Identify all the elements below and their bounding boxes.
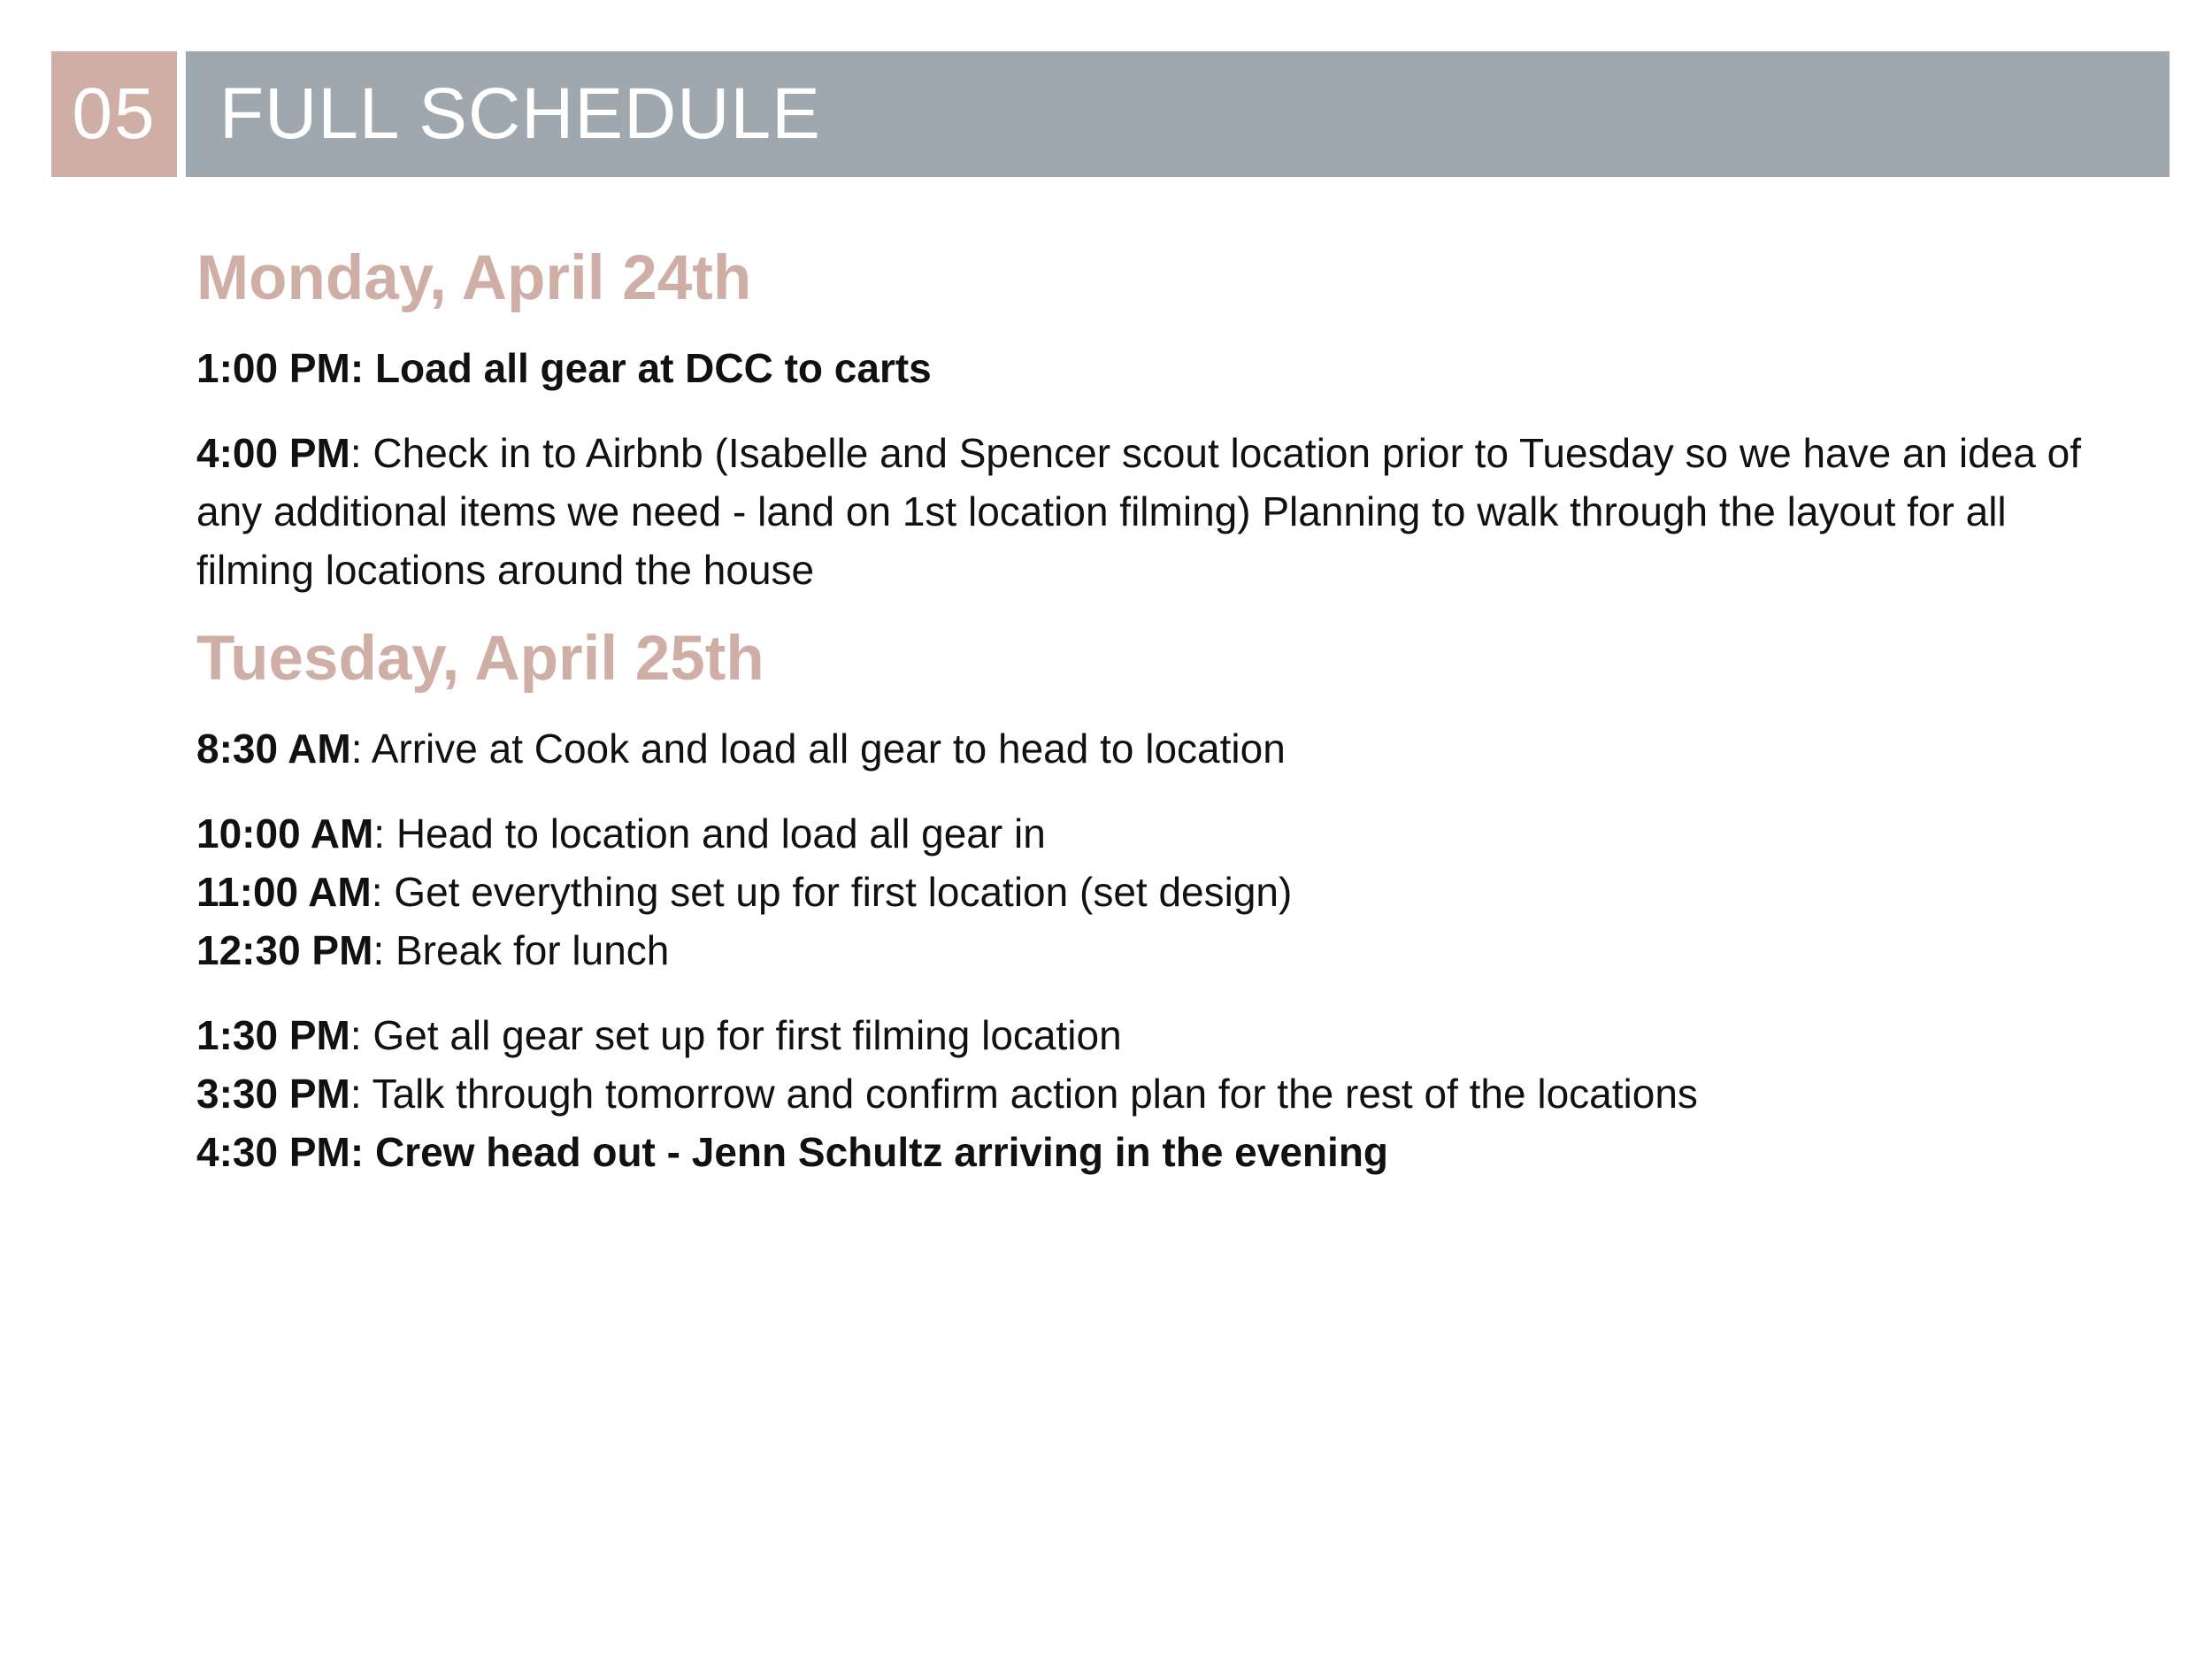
day-heading: Monday, April 24th bbox=[196, 243, 752, 313]
entry-time: 10:00 AM bbox=[196, 810, 374, 856]
entry-description: : Break for lunch bbox=[373, 927, 670, 973]
entry-description: : Get all gear set up for first filming location bbox=[349, 1012, 1122, 1058]
schedule-entry bbox=[196, 1123, 2099, 1181]
entry-time: 12:30 PM bbox=[196, 927, 373, 973]
schedule-group bbox=[196, 804, 2099, 979]
schedule-entry bbox=[196, 1064, 2099, 1123]
entry-description: : Talk through tomorrow and confirm action plan for the rest of the locations bbox=[349, 1071, 1698, 1117]
schedule-entry bbox=[196, 719, 2099, 778]
day-section-monday bbox=[196, 234, 2099, 599]
entry-description: Crew head out - Jenn Schultz arriving in the evening bbox=[364, 1129, 1389, 1175]
entry-time: 8:30 AM bbox=[196, 726, 351, 772]
day-section-tuesday bbox=[196, 615, 2099, 1181]
entry-description: : Arrive at Cook and load all gear to head to location bbox=[350, 726, 1286, 772]
entry-description: : Head to location and load all gear in bbox=[373, 810, 1046, 856]
entry-description: Load all gear at DCC to carts bbox=[364, 345, 932, 391]
section-number-badge: 05 bbox=[51, 51, 177, 177]
schedule-entry bbox=[196, 339, 2099, 397]
schedule-group bbox=[196, 719, 2099, 778]
entry-time: 1:00 PM: bbox=[196, 345, 365, 391]
day-heading: Tuesday, April 25th bbox=[196, 624, 764, 694]
entry-time: 11:00 AM bbox=[196, 869, 372, 915]
entry-time: 4:30 PM: bbox=[196, 1129, 365, 1175]
schedule-group bbox=[196, 339, 2099, 397]
page-title: FULL SCHEDULE bbox=[186, 51, 2170, 177]
entry-description: : Get everything set up for first location (set design) bbox=[371, 869, 1293, 915]
schedule-entry bbox=[196, 863, 2099, 921]
schedule-entry bbox=[196, 1006, 2099, 1064]
entry-time: 3:30 PM bbox=[196, 1071, 350, 1117]
schedule-content bbox=[196, 234, 2099, 1181]
schedule-group bbox=[196, 1006, 2099, 1181]
schedule-entry bbox=[196, 424, 2099, 599]
entry-time: 1:30 PM bbox=[196, 1012, 350, 1058]
schedule-group bbox=[196, 424, 2099, 599]
entry-time: 4:00 PM bbox=[196, 430, 350, 476]
schedule-entry bbox=[196, 921, 2099, 979]
schedule-entry bbox=[196, 804, 2099, 863]
entry-description: : Check in to Airbnb (Isabelle and Spencer scout location prior to Tuesday so we have an idea of any additional items we need - land on 1st location filming) Planning to walk through the layout for all filming locations around the house bbox=[196, 430, 2082, 593]
